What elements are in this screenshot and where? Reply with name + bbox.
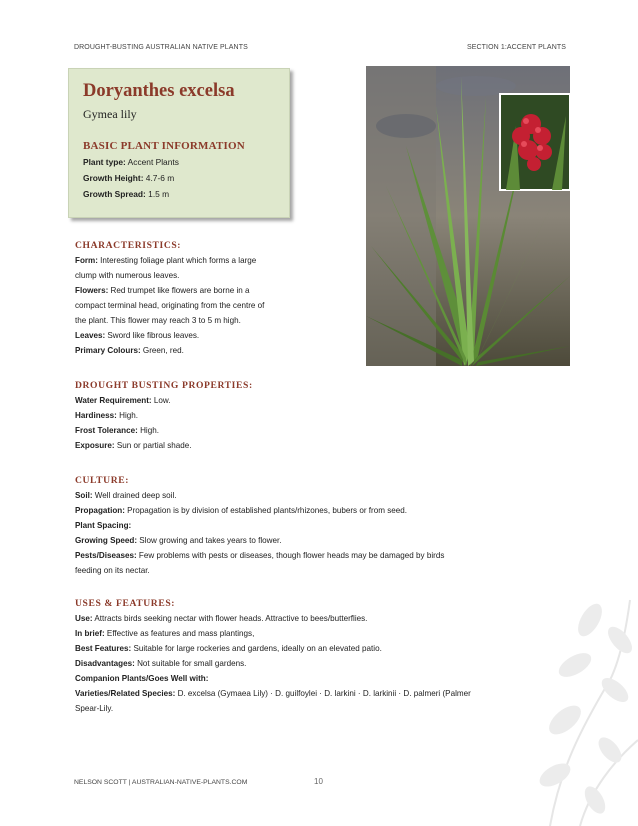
info-row-plant-type: Plant type: Accent Plants (83, 157, 179, 167)
text-line: Form: Interesting foliage plant which forms a large (75, 256, 257, 265)
plant-latin-name: Doryanthes excelsa (83, 81, 235, 101)
running-header-section: SECTION 1:ACCENT PLANTS (466, 44, 566, 51)
text-line: the plant. This flower may reach 3 to 5 m high. (75, 316, 241, 325)
text-line: Hardiness: High. (75, 411, 138, 420)
leaf-watermark-decoration (520, 590, 638, 826)
section-title-drought: DROUGHT BUSTING PROPERTIES: (75, 380, 253, 391)
section-title-culture: CULTURE: (75, 475, 130, 486)
text-line: Pests/Diseases: Few problems with pests or diseases, though flower heads may be damaged by birds (75, 551, 445, 560)
text-line: Frost Tolerance: High. (75, 426, 159, 435)
running-header-title: DROUGHT-BUSTING AUSTRALIAN NATIVE PLANTS (74, 44, 248, 51)
text-line: Leaves: Sword like fibrous leaves. (75, 331, 200, 340)
page-number: 10 (314, 777, 323, 786)
text-line: Plant Spacing: (75, 521, 132, 530)
text-line: clump with numerous leaves. (75, 271, 180, 280)
text-line: Exposure: Sun or partial shade. (75, 441, 192, 450)
basic-info-title: BASIC PLANT INFORMATION (83, 140, 245, 152)
text-line: Varieties/Related Species: D. excelsa (Gymaea Lily) · D. guilfoylei · D. larkini · D. larkinii · D. palmeri (Palmer (75, 689, 471, 698)
info-row-growth-height: Growth Height: 4.7-6 m (83, 173, 175, 183)
text-line: Water Requirement: Low. (75, 396, 171, 405)
text-line: Primary Colours: Green, red. (75, 346, 184, 355)
text-line: Companion Plants/Goes Well with: (75, 674, 209, 683)
text-line: compact terminal head, originating from the centre of (75, 301, 265, 310)
basic-info-box (68, 68, 290, 218)
text-line: Best Features: Suitable for large rockeries and gardens, ideally on an elevated patio. (75, 644, 382, 653)
text-line: Soil: Well drained deep soil. (75, 491, 177, 500)
text-line: Spear-Lily. (75, 704, 114, 713)
text-line: Flowers: Red trumpet like flowers are borne in a (75, 286, 250, 295)
text-line: In brief: Effective as features and mass plantings, (75, 629, 255, 638)
text-line: Use: Attracts birds seeking nectar with flower heads. Attractive to bees/butterflies. (75, 614, 368, 623)
text-line: Propagation: Propagation is by division of established plants/rhizones, bubers or from seed. (75, 506, 408, 515)
text-line: Disadvantages: Not suitable for small gardens. (75, 659, 247, 668)
section-title-characteristics: CHARACTERISTICS: (75, 240, 182, 251)
text-line: feeding on its nectar. (75, 566, 150, 575)
section-title-uses: USES & FEATURES: (75, 598, 176, 609)
plant-common-name: Gymea lily (83, 107, 137, 121)
footer-author-site: NELSON SCOTT | AUSTRALIAN-NATIVE-PLANTS.COM (74, 779, 248, 786)
text-line: Growing Speed: Slow growing and takes years to flower. (75, 536, 282, 545)
info-row-growth-spread: Growth Spread: 1.5 m (83, 189, 170, 199)
plant-photo (366, 66, 570, 366)
